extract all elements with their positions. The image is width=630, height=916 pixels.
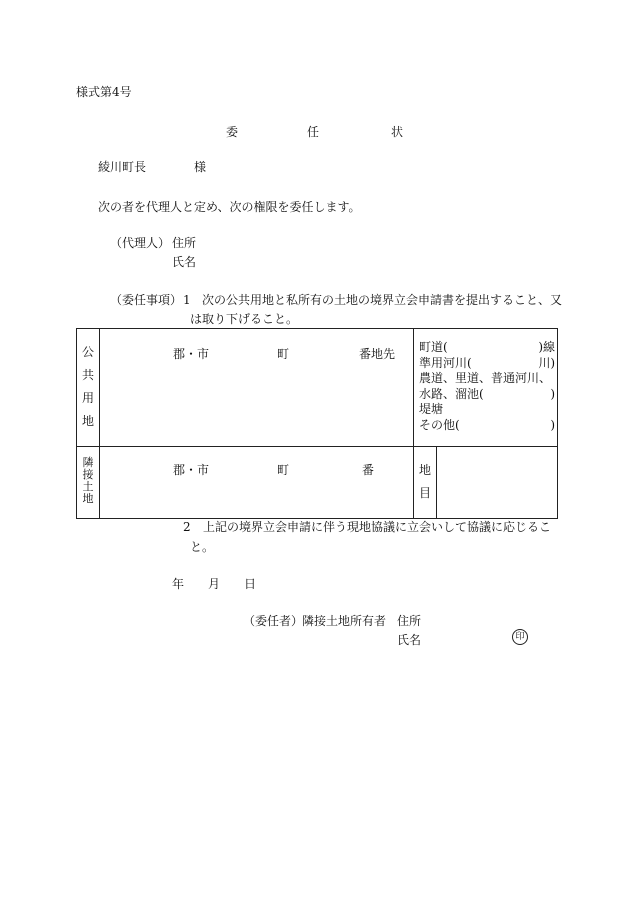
adjacent-land-header xyxy=(77,447,100,519)
header-char: 隣 xyxy=(82,456,94,469)
road-type-item: 町道( )線 xyxy=(419,340,555,354)
seal-mark: 印 xyxy=(512,629,528,645)
agent-label: （代理人） xyxy=(110,236,171,250)
chimoku-value-cell xyxy=(437,447,558,519)
machi-label: 町 xyxy=(277,347,290,361)
mandate-item1-line1: 次の公共用地と私所有の土地の境界立会申請書を提出すること、又 xyxy=(202,293,563,307)
road-type-list xyxy=(414,329,557,433)
adjacent-land-address-cell xyxy=(100,447,414,519)
public-land-address-cell xyxy=(100,329,414,447)
header-char: 用 xyxy=(81,391,94,405)
header-char: 土 xyxy=(82,480,94,493)
header-char: 地 xyxy=(81,414,94,428)
header-char: 接 xyxy=(82,468,94,481)
mandate-label: （委任事項） xyxy=(110,293,183,307)
header-char: 地 xyxy=(418,463,431,477)
intro-text: 次の者を代理人と定め、次の権限を委任します。 xyxy=(98,200,361,214)
delegator-address-label: 住所 xyxy=(397,614,422,628)
mandate-item2-line1: 上記の境界立会申請に伴う現地協議に立会いして協議に応じるこ xyxy=(203,520,552,534)
header-char: 地 xyxy=(82,492,94,505)
mandate-item1-number: 1 xyxy=(183,293,191,307)
header-char: 公 xyxy=(81,345,94,359)
mandate-item1-line2: は取り下げること。 xyxy=(190,312,299,326)
mandate-item2-number: 2 xyxy=(183,520,191,534)
banchi-label: 番地先 xyxy=(359,347,396,361)
road-type-item: 農道、里道、普通河川、 xyxy=(419,371,552,385)
public-land-header xyxy=(77,329,100,447)
title-char: 状 xyxy=(391,125,404,139)
land-table xyxy=(76,328,558,519)
title-char: 委 xyxy=(226,125,239,139)
adjacent-land-row xyxy=(77,447,558,519)
delegator-name-label: 氏名 xyxy=(397,633,422,647)
gun-shi-label: 郡・市 xyxy=(173,463,210,477)
title-char: 任 xyxy=(307,125,320,139)
public-land-row xyxy=(77,329,558,447)
addressee-name: 綾川町長 xyxy=(98,160,147,174)
road-type-item: 準用河川( 川) xyxy=(419,355,555,370)
road-type-cell xyxy=(414,329,558,447)
delegator-role: 隣接土地所有者 xyxy=(302,614,387,628)
road-type-item: 水路、溜池( ) xyxy=(419,386,555,401)
date-month-label: 月 xyxy=(208,577,221,591)
delegator-label: （委任者） xyxy=(243,614,304,628)
ban-label: 番 xyxy=(362,463,375,477)
form-number: 様式第4号 xyxy=(76,85,132,99)
road-type-item: 堤塘 xyxy=(419,402,444,416)
gun-shi-label: 郡・市 xyxy=(173,347,210,361)
document-title xyxy=(0,123,630,137)
date-year-label: 年 xyxy=(172,577,185,591)
date-day-label: 日 xyxy=(244,577,257,591)
header-char: 共 xyxy=(81,368,94,382)
header-char: 目 xyxy=(418,486,431,500)
agent-name-label: 氏名 xyxy=(172,255,197,269)
addressee-honorific: 様 xyxy=(194,160,207,174)
agent-address-label: 住所 xyxy=(172,236,197,250)
chimoku-header xyxy=(414,447,437,519)
road-type-item: その他( ) xyxy=(419,417,555,432)
machi-label: 町 xyxy=(277,463,290,477)
mandate-item2-line2: と。 xyxy=(190,540,215,554)
